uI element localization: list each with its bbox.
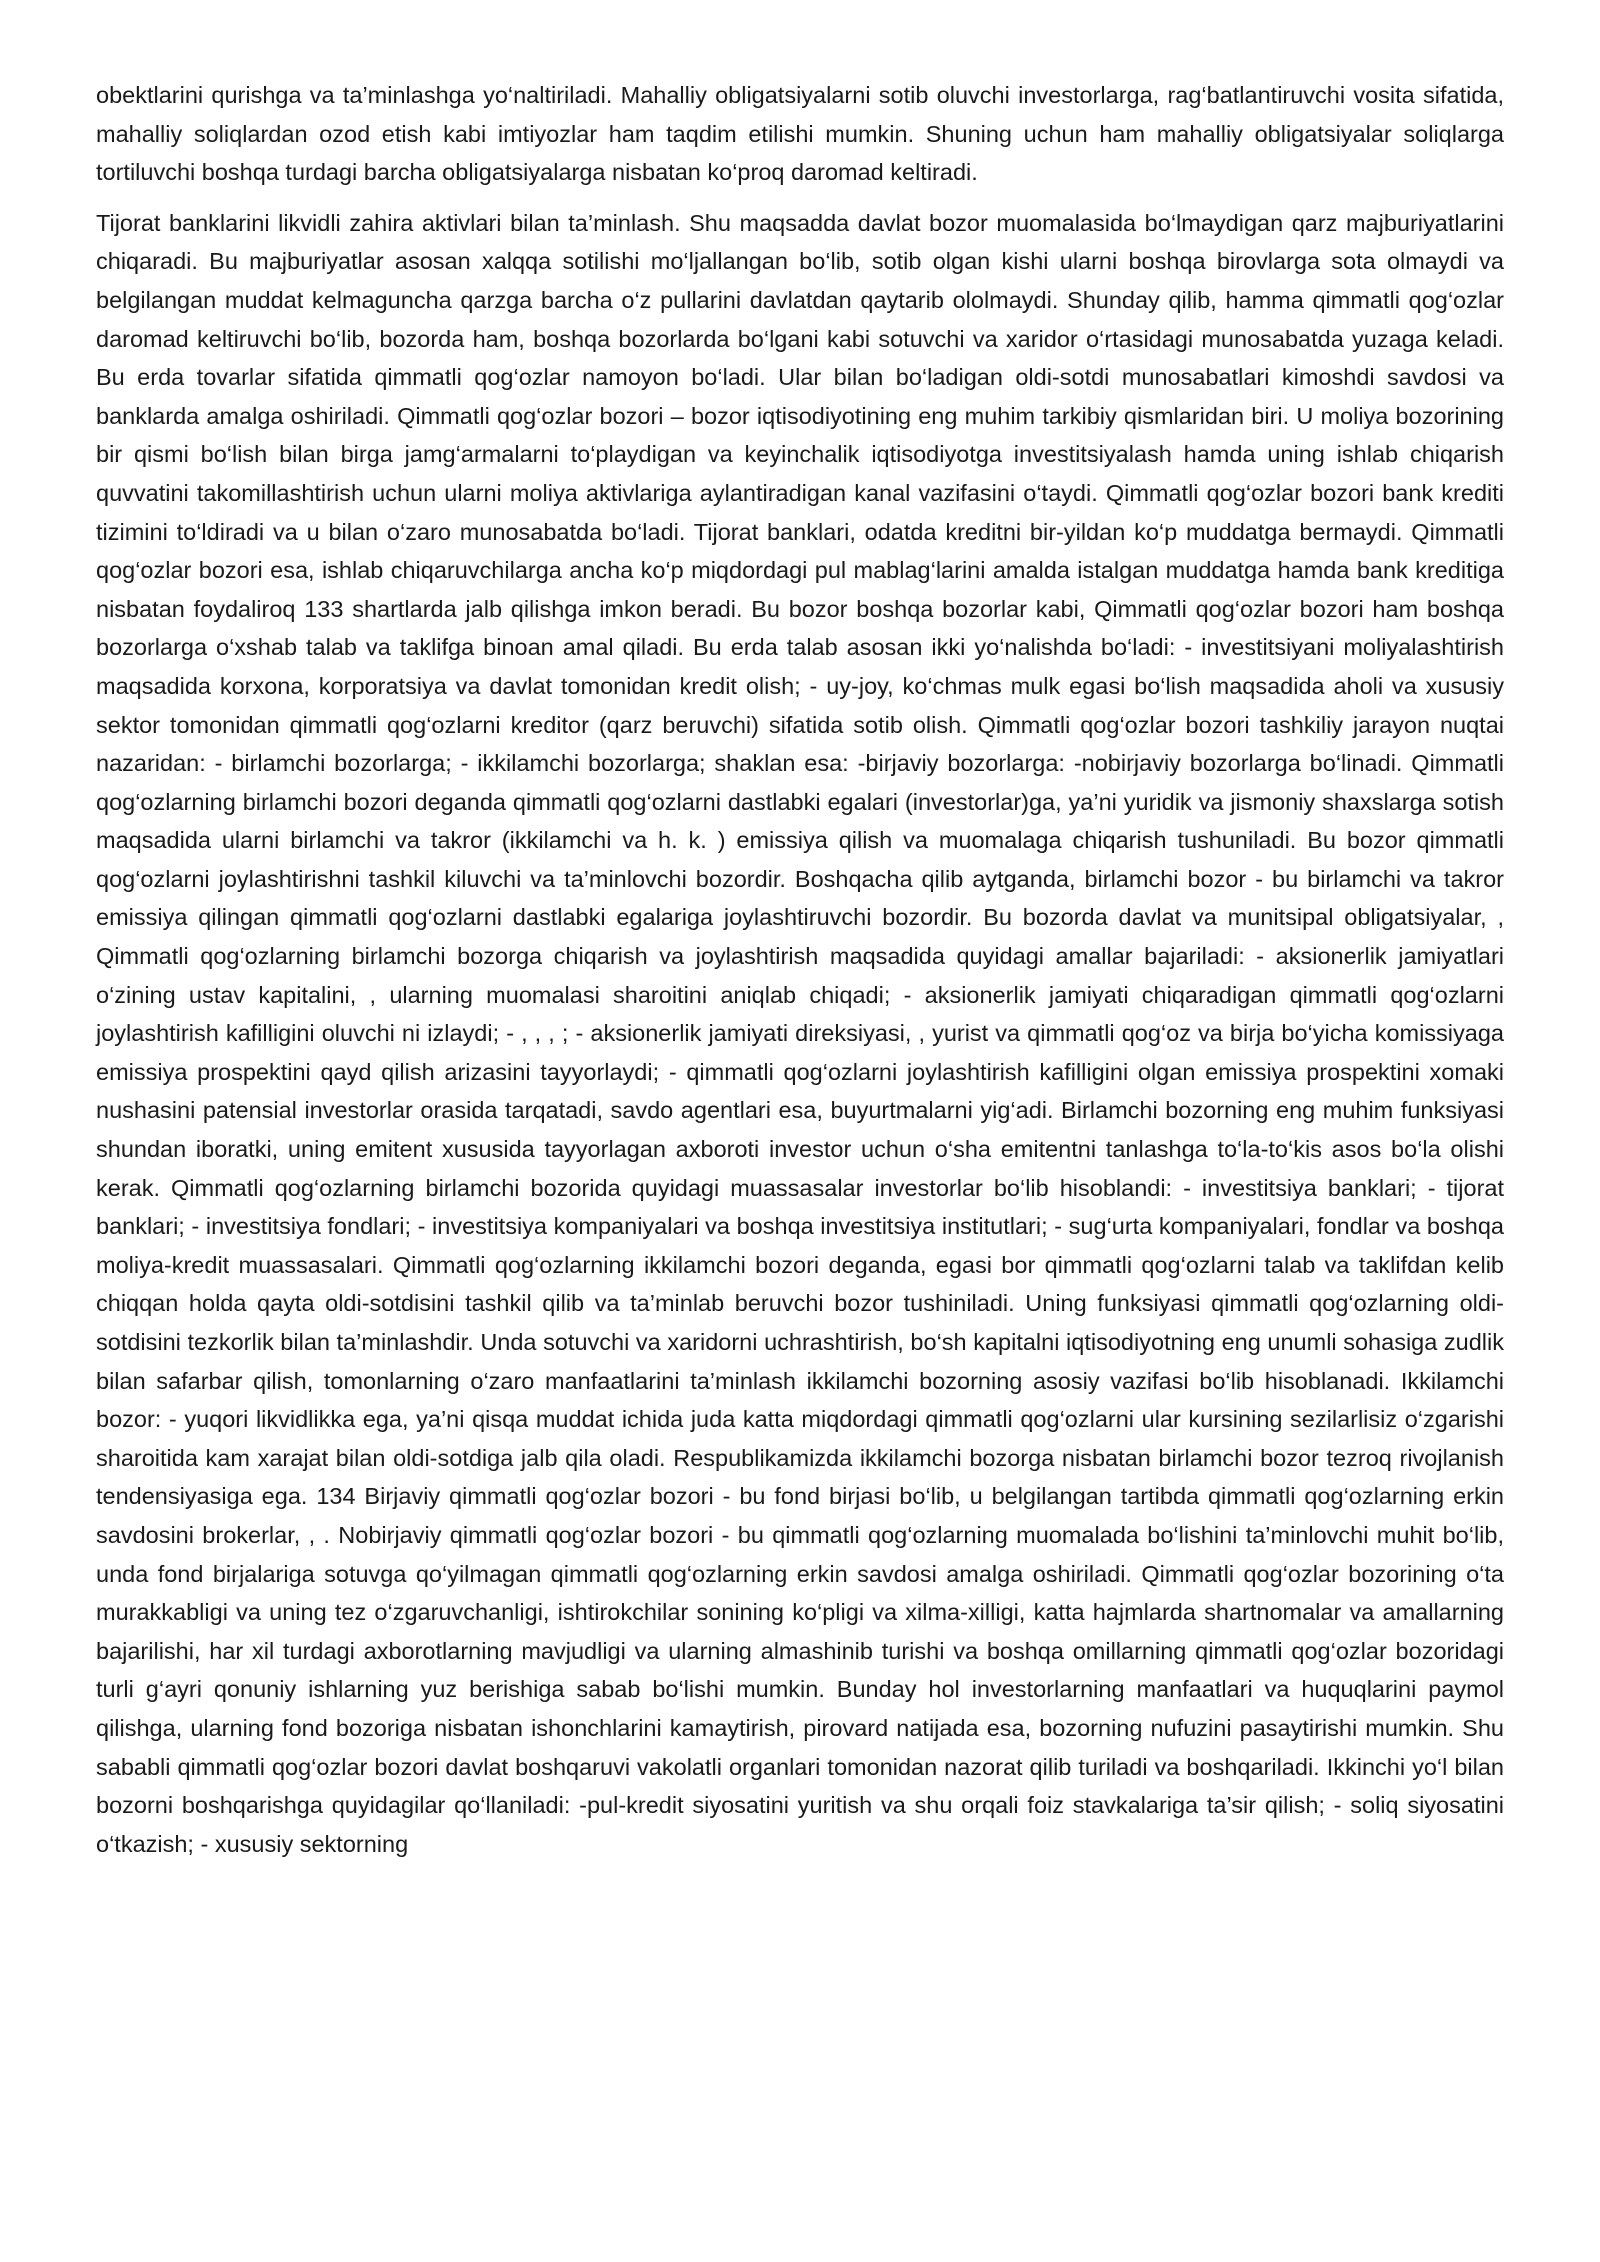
paragraph-intro: obektlarini qurishga va ta’minlashga yo‘naltiriladi. Mahalliy obligatsiyalarni sotib oluvchi investorlarga, rag‘batlantiruvchi vosita sifatida, mahalliy soliqlardan ozod etish kabi imtiyozlar ham taqdim etilishi mumkin. Shuning uchun ham mahalliy obligatsiyalar soliqlarga tortiluvchi boshqa turdagi barcha obligatsiyalarga nisbatan ko‘proq daromad keltiradi. [96,82,1504,186]
paragraph-main: Tijorat banklarini likvidli zahira aktivlari bilan ta’minlash. Shu maqsadda davlat bozor muomalasida bo‘lmaydigan qarz majburiyatlarini chiqaradi. Bu majburiyatlar asosan xalqqa sotilishi mo‘ljallangan bo‘lib, sotib olgan kishi ularni boshqa birovlarga sota olmaydi va belgilangan muddat kelmaguncha qarzga barcha o‘z pullarini davlatdan qaytarib ololmaydi. Shunday qilib, hamma qimmatli qog‘ozlar daromad keltiruvchi bo‘lib, bozorda ham, boshqa bozorlarda bo‘lgani kabi sotuvchi va xaridor o‘rtasidagi munosabatda yuzaga keladi. Bu erda tovarlar sifatida qimmatli qog‘ozlar namoyon bo‘ladi. Ular bilan bo‘ladigan oldi-sotdi munosabatlari kimoshdi savdosi va banklarda amalga oshiriladi. Qimmatli qog‘ozlar bozori – bozor iqtisodiyotining eng muhim tarkibiy qismlaridan biri. U moliya bozorining bir qismi bo‘lish bilan birga jamg‘armalarni to‘playdigan va keyinchalik iqtisodiyotga investitsiyalash hamda uning ishlab chiqarish quvvatini takomillashtirish uchun ularni moliya aktivlariga aylantiradigan kanal vazifasini o‘taydi. Qimmatli qog‘ozlar bozori bank krediti tizimini to‘ldiradi va u bilan o‘zaro munosabatda bo‘ladi. Tijorat banklari, odatda kreditni bir-yildan ko‘p muddatga bermaydi. Qimmatli qog‘ozlar bozori esa, ishlab chiqaruvchilarga ancha ko‘p miqdordagi pul mablag‘larini amalda istalgan muddatga hamda bank kreditiga nisbatan foydaliroq 133 shartlarda jalb qilishga imkon beradi. Bu bozor boshqa bozorlar kabi, Qimmatli qog‘ozlar bozori ham boshqa bozorlarga o‘xshab talab va taklifga binoan amal qiladi. Bu erda talab asosan ikki yo‘nalishda bo‘ladi: - investitsiyani moliyalashtirish maqsadida korxona, korporatsiya va davlat tomonidan kredit olish; - uy-joy, ko‘chmas mulk egasi bo‘lish maqsadida aholi va xususiy sektor tomonidan qimmatli qog‘ozlarni kreditor (qarz beruvchi) sifatida sotib olish. Qimmatli qog‘ozlar bozori tashkiliy jarayon nuqtai nazaridan: - birlamchi bozorlarga; - ikkilamchi bozorlarga; shaklan esa: -birjaviy bozorlarga: -nobirjaviy bozorlarga bo‘linadi. Qimmatli qog‘ozlarning birlamchi bozori deganda qimmatli qog‘ozlarni dastlabki egalari (investorlar)ga, ya’ni yuridik va jismoniy shaxslarga sotish maqsadida ularni birlamchi va takror (ikkilamchi va h. k. ) emissiya qilish va muomalaga chiqarish tushuniladi. Bu bozor qimmatli qog‘ozlarni joylashtirishni tashkil kiluvchi va ta’minlovchi bozordir. Boshqacha qilib aytganda, birlamchi bozor - bu birlamchi va takror emissiya qilingan qimmatli qog‘ozlarni dastlabki egalariga joylashtiruvchi bozordir. Bu bozorda davlat va munitsipal obligatsiyalar, , Qimmatli qog‘ozlarning birlamchi bozorga chiqarish va joylashtirish maqsadida quyidagi amallar bajariladi: - aksionerlik jamiyatlari o‘zining ustav kapitalini, , ularning muomalasi sharoitini aniqlab chiqadi; - aksionerlik jamiyati chiqaradigan qimmatli qog‘ozlarni joylashtirish kafilligini oluvchi ni izlaydi; - , , , ; - aksionerlik jamiyati direksiyasi, , yurist va qimmatli qog‘oz va birja bo‘yicha komissiyaga emissiya prospektini qayd qilish arizasini tayyorlaydi; - qimmatli qog‘ozlarni joylashtirish kafilligini olgan emissiya prospektini xomaki nushasini patensial investorlar orasida tarqatadi, savdo agentlari esa, buyurtmalarni yig‘adi. Birlamchi bozorning eng muhim funksiyasi shundan iboratki, uning emitent xususida tayyorlagan axboroti investor uchun o‘sha emitentni tanlashga to‘la-to‘kis asos bo‘la olishi kerak. Qimmatli qog‘ozlarning birlamchi bozorida quyidagi muassasalar investorlar bo‘lib hisoblandi: - investitsiya banklari; - tijorat banklari; - investitsiya fondlari; - investitsiya kompaniyalari va boshqa investitsiya institutlari; - sug‘urta kompaniyalari, fondlar va boshqa moliya-kredit muassasalari. Qimmatli qog‘ozlarning ikkilamchi bozori deganda, egasi bor qimmatli qog‘ozlarni talab va taklifdan kelib chiqqan holda qayta oldi-sotdisini tashkil qilib va ta’minlab beruvchi bozor tushiniladi. Uning funksiyasi qimmatli qog‘ozlarning oldi-sotdisini tezkorlik bilan ta’minlashdir. Unda sotuvchi va xaridorni uchrashtirish, bo‘sh kapitalni iqtisodiyotning eng unumli sohasiga zudlik bilan safarbar qilish, tomonlarning o‘zaro manfaatlarini ta’minlash ikkilamchi bozorning asosiy vazifasi bo‘lib hisoblanadi. Ikkilamchi bozor: - yuqori likvidlikka ega, ya’ni qisqa muddat ichida juda katta miqdordagi qimmatli qog‘ozlarni ular kursining sezilarlisiz o‘zgarishi sharoitida kam xarajat bilan oldi-sotdiga jalb qila oladi. Respublikamizda ikkilamchi bozorga nisbatan birlamchi bozor tezroq rivojlanish tendensiyasiga ega. 134 Birjaviy qimmatli qog‘ozlar bozori - bu fond birjasi bo‘lib, u belgilangan tartibda qimmatli qog‘ozlarning erkin savdosini brokerlar, , . Nobirjaviy qimmatli qog‘ozlar bozori - bu qimmatli qog‘ozlarning muomalada bo‘lishini ta’minlovchi muhit bo‘lib, unda fond birjalariga sotuvga qo‘yilmagan qimmatli qog‘ozlarning erkin savdosi amalga oshiriladi. Qimmatli qog‘ozlar bozorining o‘ta murakkabligi va uning tez o‘zgaruvchanligi, ishtirokchilar sonining ko‘pligi va xilma-xilligi, katta hajmlarda shartnomalar va amallarning bajarilishi, har xil turdagi axborotlarning mavjudligi va ularning almashinib turishi va boshqa omillarning qimmatli qog‘ozlar bozoridagi turli g‘ayri qonuniy ishlarning yuz berishiga sabab bo‘lishi mumkin. Bunday hol investorlarning manfaatlari va huquqlarini paymol qilishga, ularning fond bozoriga nisbatan ishonchlarini kamaytirish, pirovard natijada esa, bozorning nufuzini pasaytirishi mumkin. Shu sababli qimmatli qog‘ozlar bozori davlat boshqaruvi vakolatli organlari tomonidan nazorat qilib turiladi va boshqariladi. Ikkinchi yo‘l bilan bozorni boshqarishga quyidagilar qo‘llaniladi: -pul-kredit siyosatini yuritish va shu orqali foiz stavkalariga ta’sir qilish; - soliq siyosatini o‘tkazish; - xususiy sektorning [96,209,1504,1857]
